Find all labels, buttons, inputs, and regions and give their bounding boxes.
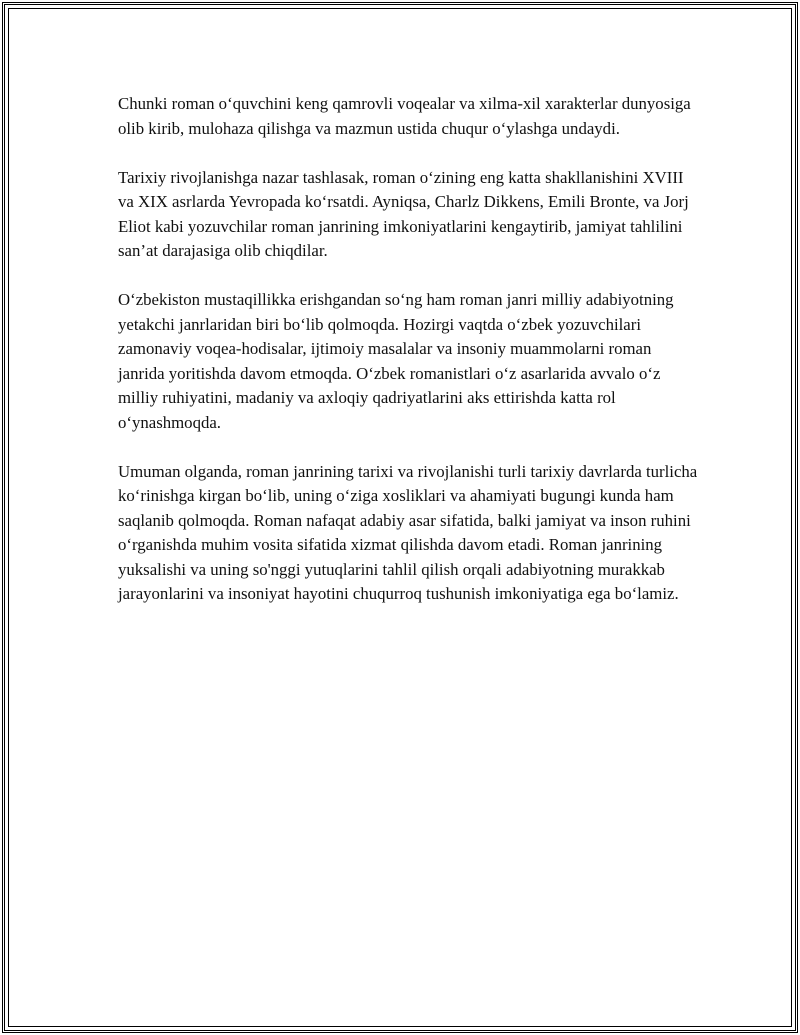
paragraph: O‘zbekiston mustaqillikka erishgandan so‘ng ham roman janri milliy adabiyotning yetakchi janrlaridan biri bo‘lib qolmoqda. Hozirgi vaqtda o‘zbek yozuvchilari zamonaviy voqea-hodisalar, ijtimoiy masalalar va insoniy muammolarni roman janrida yoritishda davom etmoqda. O‘zbek romanistlari o‘z asarlarida avvalo o‘z milliy ruhiyatini, madaniy va axloqiy qadriyatlarini aks ettirishda katta rol o‘ynashmoqda. [118,290,674,432]
document-body [118,92,698,631]
paragraph: Tarixiy rivojlanishga nazar tashlasak, roman o‘zining eng katta shakllanishini XVIII va XIX asrlarda Yevropada ko‘rsatdi. Ayniqsa, Charlz Dikkens, Emili Bronte, va Jorj Eliot kabi yozuvchilar roman janrining imkoniyatlarini kengaytirib, jamiyat tahlilini san’at darajasiga olib chiqdilar. [118,167,689,260]
paragraph: Umuman olganda, roman janrining tarixi va rivojlanishi turli tarixiy davrlarda turlicha ko‘rinishga kirgan bo‘lib, uning o‘ziga xosliklari va ahamiyati bugungi kunda ham saqlanib qolmoqda. Roman nafaqat adabiy asar sifatida, balki jamiyat va inson ruhini o‘rganishda muhim vosita sifatida xizmat qilishda davom etadi. Roman janrining yuksalishi va uning so'nggi yutuqlarini tahlil qilish orqali adabiyotning murakkab jarayonlarini va insoniyat hayotini chuqurroq tushunish imkoniyatiga ega bo‘lamiz. [118,461,698,603]
paragraph: Chunki roman o‘quvchini keng qamrovli voqealar va xilma-xil xarakterlar dunyosiga olib kirib, mulohaza qilishga va mazmun ustida chuqur o‘ylashga undaydi. [118,94,691,138]
